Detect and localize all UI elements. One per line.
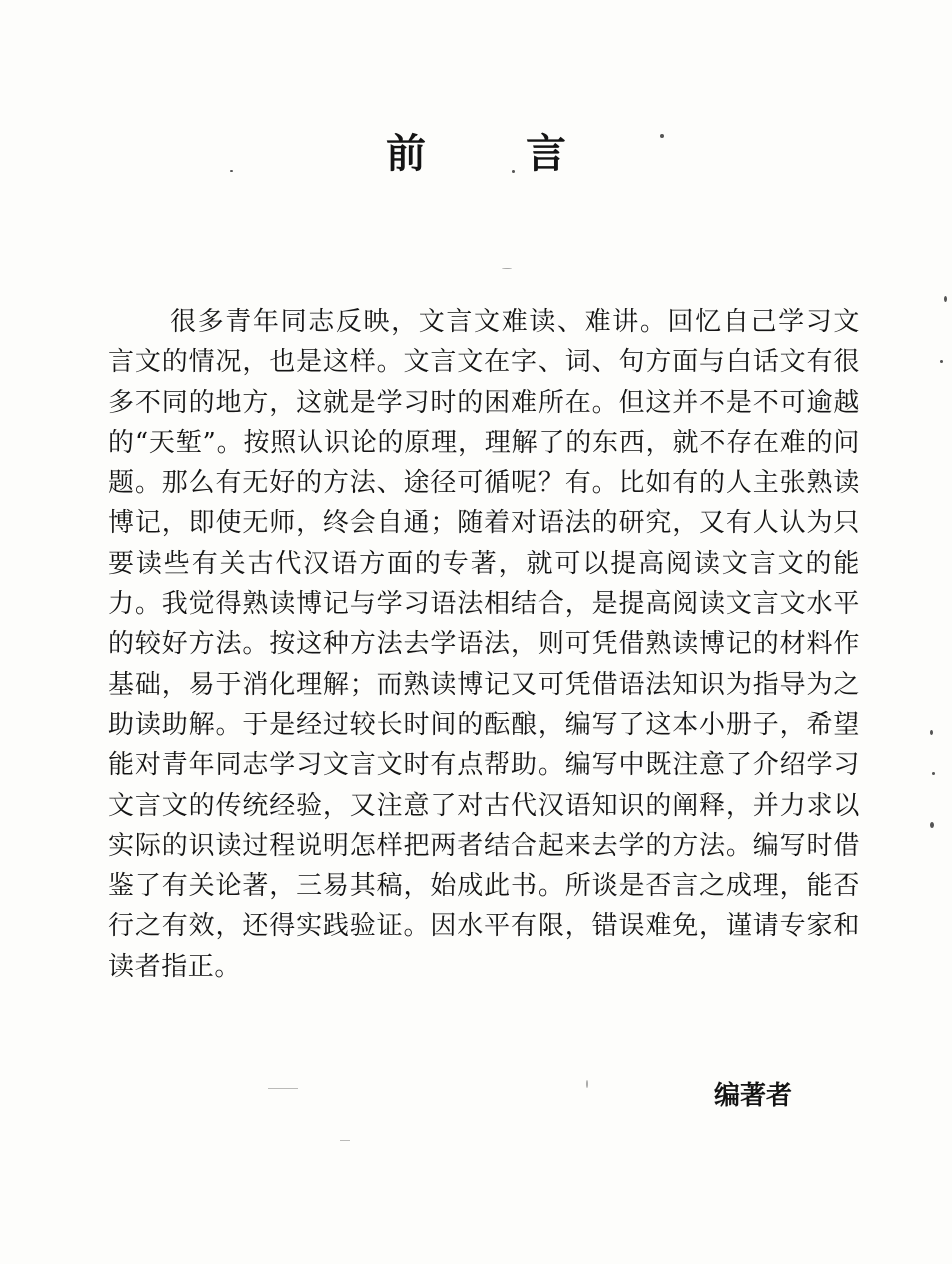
scan-speck bbox=[340, 1140, 350, 1141]
scan-speck bbox=[930, 822, 934, 828]
title-char-2: 言 bbox=[526, 130, 566, 177]
scan-speck bbox=[932, 772, 935, 775]
scan-speck bbox=[230, 170, 233, 172]
scan-speck bbox=[940, 360, 943, 363]
scan-speck bbox=[512, 170, 515, 173]
title-char-1: 前 bbox=[386, 130, 426, 177]
scan-speck bbox=[660, 134, 664, 138]
author-signature: 编著者 bbox=[714, 1081, 793, 1111]
preface-paragraph: 很多青年同志反映，文言文难读、难讲。回忆自己学习文言文的情况，也是这样。文言文在字、词、句方面与白话文有很多不同的地方，这就是学习时的困难所在。但这并不是不可逾越的“天堑”。按照认识论的原理，理解了的东西，就不存在难的问题。那么有无好的方法、途径可循呢？有。比如有的人主张熟读博记，即使无师，终会自通；随着对语法的研究，又有人认为只要读些有关古代汉语方面的专著，就可以提高阅读文言文的能力。我觉得熟读博记与学习语法相结合，是提高阅读文言文水平的较好方法。按这种方法去学语法，则可凭借熟读博记的材料作基础，易于消化理解；而熟读博记又可凭借语法知识为指导为之助读助解。于是经过较长时间的酝酿，编写了这本小册子，希望能对青年同志学习文言文时有点帮助。编写中既注意了介绍学习文言文的传统经验，又注意了对古代汉语知识的阐释，并力求以实际的识读过程说明怎样把两者结合起来去学的方法。编写时借鉴了有关论著，三易其稿，始成此书。所谈是否言之成理，能否行之有效，还得实践验证。因水平有限，错误难免，谨请专家和读者指正。 bbox=[108, 307, 860, 982]
page-title bbox=[0, 124, 952, 184]
scan-speck bbox=[944, 296, 947, 302]
scan-speck bbox=[268, 1088, 298, 1089]
scan-speck bbox=[930, 730, 933, 735]
scan-speck bbox=[502, 268, 512, 269]
scan-speck bbox=[586, 1080, 588, 1088]
